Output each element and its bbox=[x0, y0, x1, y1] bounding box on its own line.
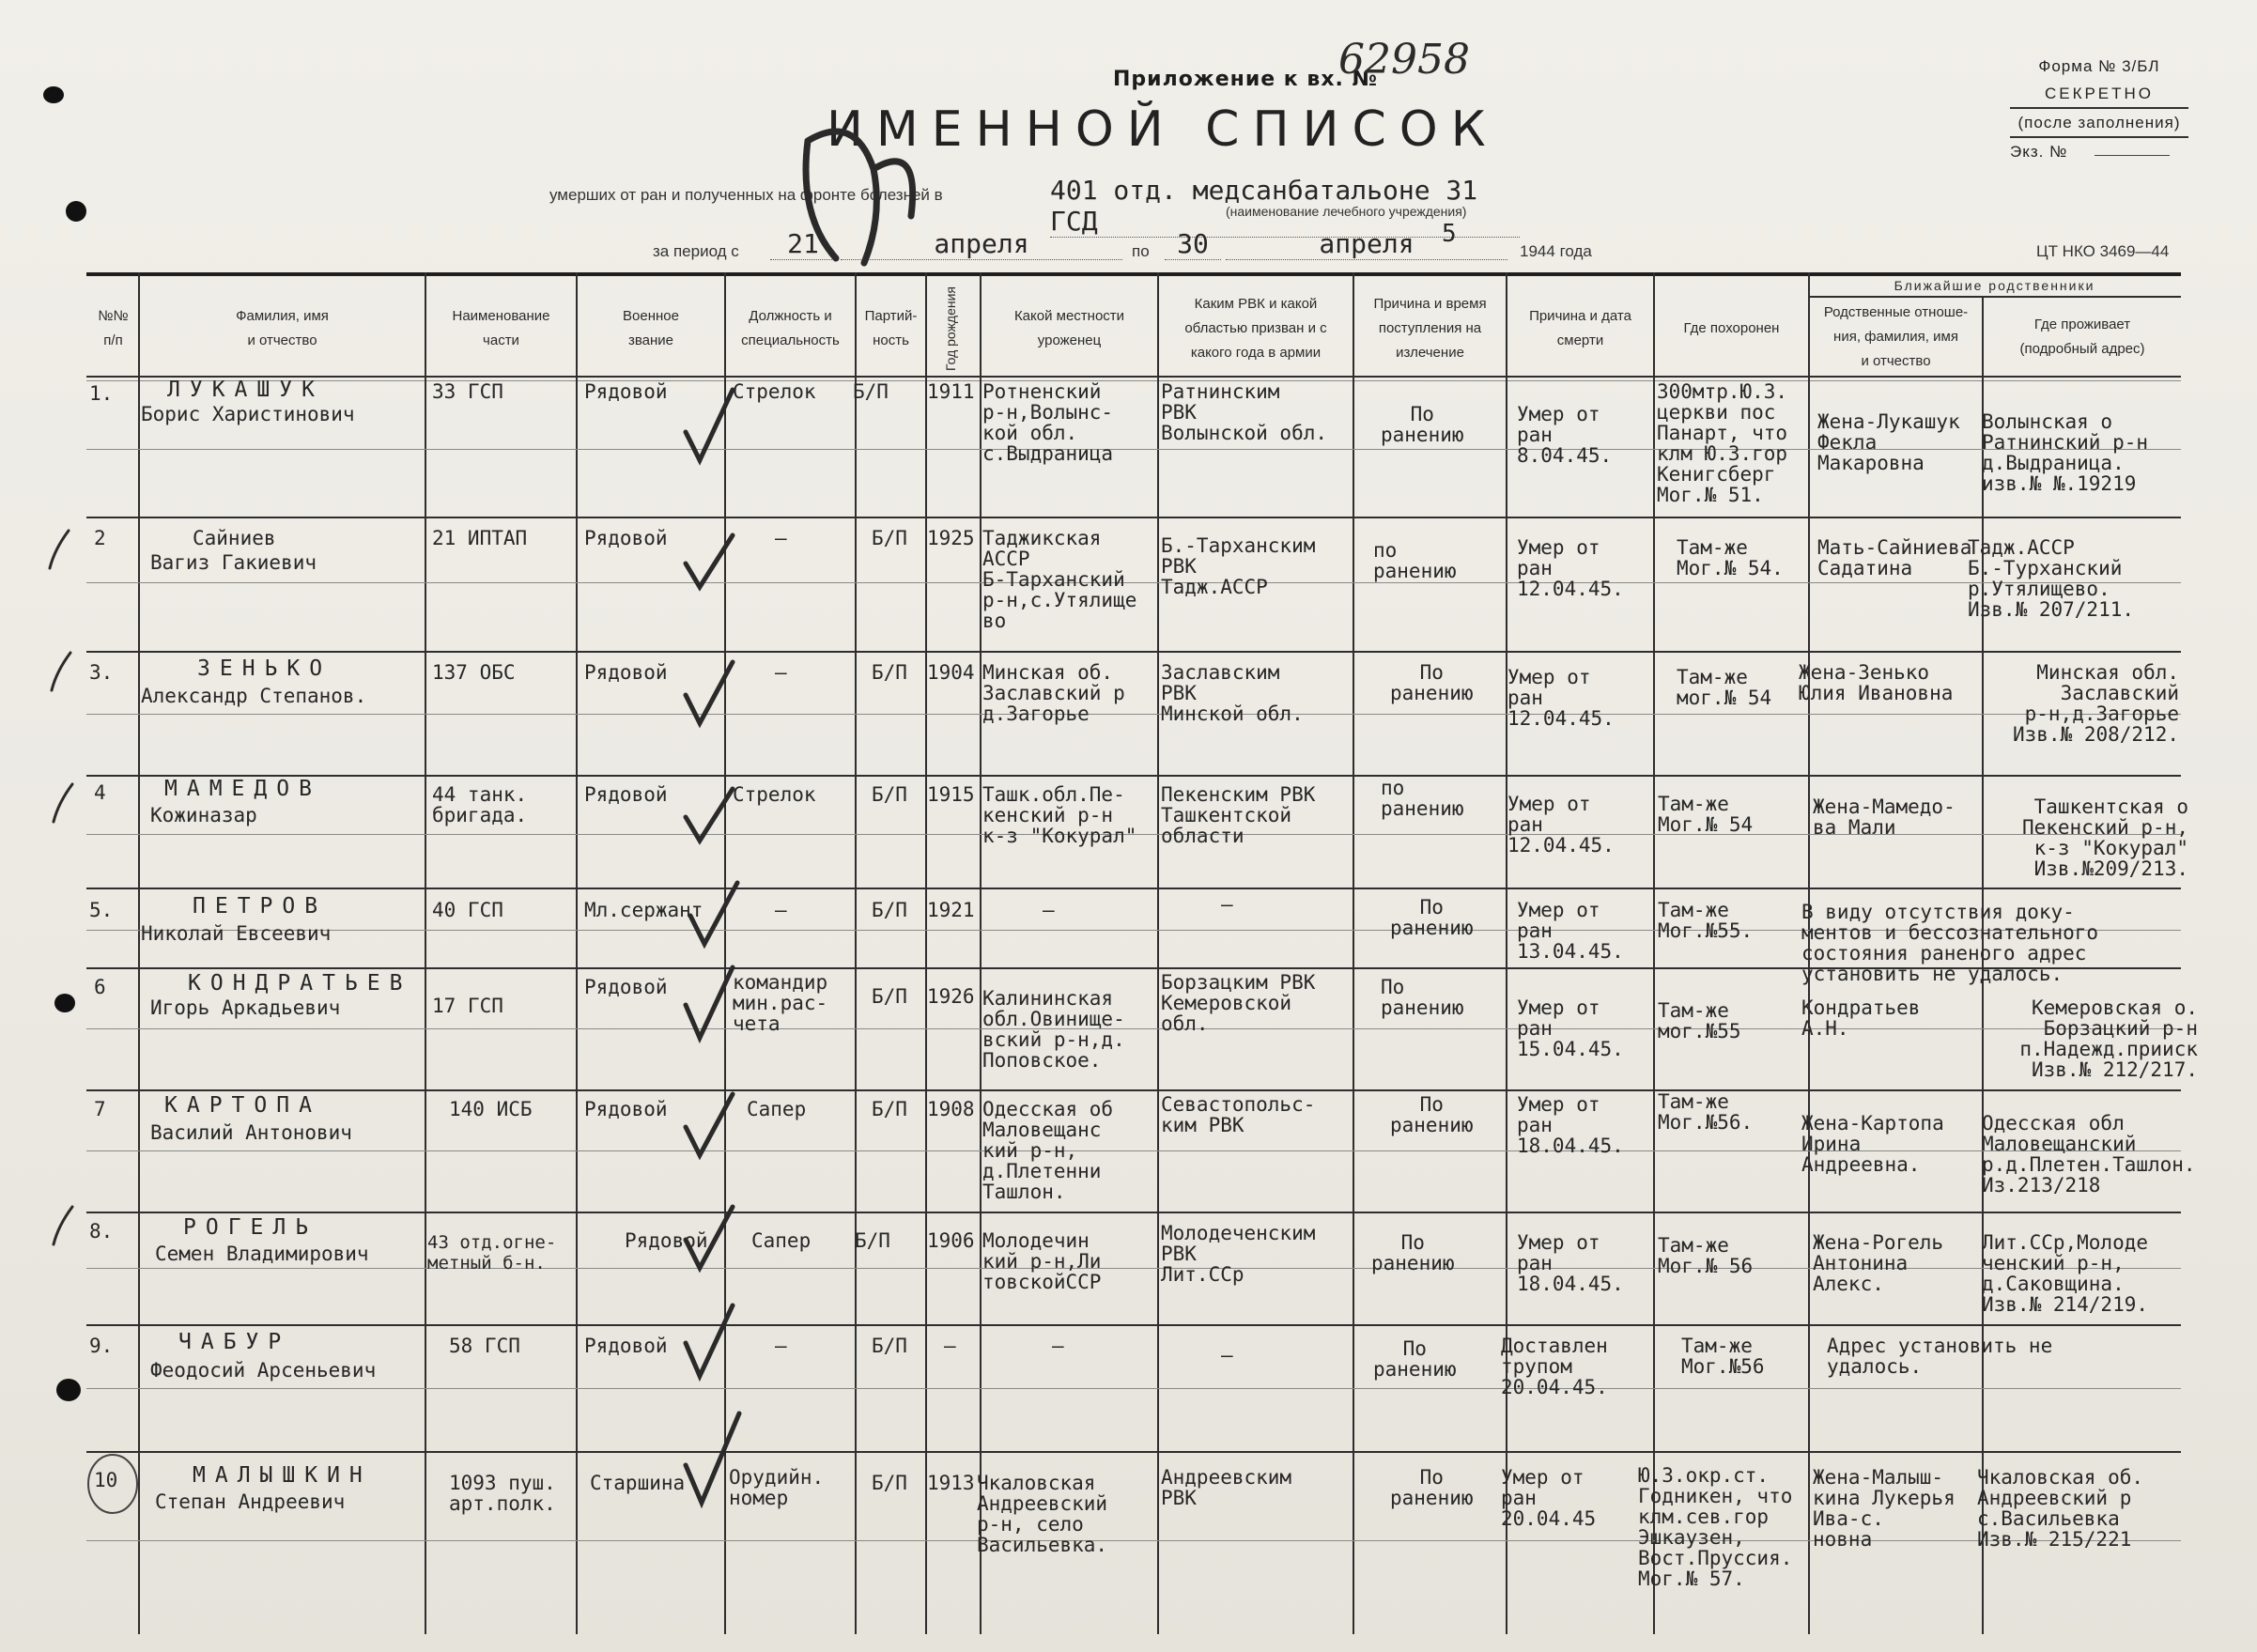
row-number: 7 bbox=[94, 1098, 106, 1120]
form-info-block bbox=[2010, 53, 2188, 165]
row-party: Б/П bbox=[872, 661, 907, 684]
margin-tick bbox=[45, 526, 73, 573]
binding-hole bbox=[66, 201, 86, 222]
row-full-name: Семен Владимирович bbox=[155, 1243, 369, 1265]
row-burial: Там-же Мог.№ 54 bbox=[1658, 793, 1754, 836]
period-year-correction: 5 bbox=[1442, 220, 1457, 248]
check-mark bbox=[681, 385, 737, 470]
row-number: 8. bbox=[89, 1220, 114, 1243]
column-header-rank: Военное звание bbox=[623, 308, 679, 348]
row-relative: Жена-Лукашук Фекла Макаровна bbox=[1817, 410, 1960, 474]
row-surname: Сайниев bbox=[193, 527, 276, 549]
secret-label: СЕКРЕТНО bbox=[2010, 80, 2188, 109]
row-relative: Жена-Зенько Юлия Ивановна bbox=[1799, 661, 1954, 704]
row-burial: 300мтр.Ю.З. церкви пос Панарт, что клм Ю.З.гор Кенигсберг Мог.№ 51. bbox=[1657, 380, 1788, 506]
row-party: Б/П bbox=[853, 380, 889, 403]
row-unit: 40 ГСП bbox=[432, 899, 503, 921]
row-rank: Рядовой bbox=[584, 661, 668, 684]
column-header-admission: Причина и время поступления на излечение bbox=[1373, 296, 1487, 361]
check-mark bbox=[681, 1089, 737, 1165]
relatives-group-header: Ближайшие родственники bbox=[1894, 277, 2095, 293]
row-address: Лит.ССр,Молоде ченский р-н, д.Саковщина. Изв.№ 214/219. bbox=[1982, 1231, 2149, 1316]
row-burial: Там-же мог.№55 bbox=[1658, 999, 1741, 1042]
row-number: 10 bbox=[94, 1469, 118, 1491]
row-rvk: Заславским РВК Минской обл. bbox=[1161, 661, 1304, 725]
column-header-address: Где проживает (подробный адрес) bbox=[2019, 317, 2145, 357]
binding-hole bbox=[56, 1379, 81, 1401]
row-full-name: Борис Харистинович bbox=[141, 403, 355, 425]
row-burial: Там-же мог.№ 54 bbox=[1677, 666, 1772, 709]
binding-hole bbox=[54, 994, 75, 1012]
row-unit: 21 ИПТАП bbox=[432, 527, 528, 549]
check-mark bbox=[686, 878, 742, 953]
row-birth-year: — bbox=[944, 1335, 956, 1357]
row-unit: 44 танк. бригада. bbox=[432, 783, 528, 826]
document-title: ИМЕННОЙ СПИСОК bbox=[827, 101, 1499, 158]
row-admission: по ранению bbox=[1373, 539, 1457, 582]
tsu-label: ЦТ НКО 3469—44 bbox=[2036, 242, 2170, 260]
row-post: Орудийн. номер bbox=[729, 1466, 825, 1509]
row-rank: Рядовой bbox=[584, 527, 668, 549]
row-rvk: Молодеченским РВК Лит.ССр bbox=[1161, 1222, 1316, 1286]
row-post: — bbox=[775, 527, 787, 549]
row-rank: Рядовой bbox=[584, 976, 668, 998]
column-header-relative: Родственные отноше- ния, фамилия, имя и отчество bbox=[1823, 304, 1969, 369]
row-address: Минская обл. Заславский р-н,д.Загорье Изв.№ 208/212. bbox=[2012, 661, 2179, 746]
row-birth-year: 1925 bbox=[927, 527, 975, 549]
copy-number bbox=[2010, 138, 2188, 165]
row-relative: В виду отсутствия доку- ментов и бессознательного состояния раненого адрес установить не удалось. bbox=[1801, 901, 2099, 985]
margin-tick bbox=[47, 648, 75, 695]
row-post: Стрелок bbox=[733, 783, 816, 806]
row-surname: ЛУКАШУК bbox=[167, 378, 324, 402]
period-to-label: по bbox=[1132, 242, 1150, 260]
row-surname: МАМЕДОВ bbox=[164, 777, 321, 801]
row-rvk: Борзацким РВК Кемеровской обл. bbox=[1161, 971, 1316, 1035]
row-party: Б/П bbox=[872, 1472, 907, 1494]
row-address: Ташкентская о Пекенский р-н, к-з "Кокурал" Изв.№209/213. bbox=[2021, 795, 2188, 880]
row-death: Умер от ран 12.04.45. bbox=[1507, 793, 1615, 857]
subtitle-prefix: умерших от ран и полученных на фронте болезней в bbox=[549, 186, 943, 204]
check-mark bbox=[681, 1409, 747, 1512]
row-burial: Там-же Мог.№ 54. bbox=[1677, 536, 1784, 579]
row-full-name: Николай Евсеевич bbox=[141, 922, 332, 945]
period-to-month: апреля bbox=[1226, 228, 1507, 260]
row-unit: 137 ОБС bbox=[432, 661, 516, 684]
handwritten-scribble bbox=[770, 103, 939, 272]
row-surname: ПЕТРОВ bbox=[193, 894, 328, 919]
row-death: Умер от ран 8.04.45. bbox=[1517, 403, 1613, 467]
handwritten-number: 62958 bbox=[1338, 36, 1470, 84]
column-header-rvk: Каким РВК и какой областью призван и с какого года в армии bbox=[1184, 296, 1327, 361]
row-rank: Рядовой bbox=[625, 1229, 708, 1252]
row-relative: Жена-Картопа Ирина Андреевна. bbox=[1801, 1112, 1944, 1176]
row-rank: Старшина bbox=[590, 1472, 686, 1494]
institution-caption: (наименование лечебного учреждения) bbox=[1226, 204, 1467, 219]
row-rvk: Андреевским РВК bbox=[1161, 1466, 1292, 1509]
row-rank: Мл.сержант bbox=[584, 899, 703, 921]
row-unit: 58 ГСП bbox=[449, 1335, 520, 1357]
row-admission: По ранению bbox=[1381, 403, 1464, 446]
row-address: Волынская о Ратнинский р-н д.Выдраница. изв.№ №.19219 bbox=[1982, 410, 2149, 495]
row-admission: По ранению bbox=[1390, 1466, 1474, 1509]
check-mark bbox=[681, 1301, 737, 1385]
row-origin: Молодечин кий р-н,Ли товскойССР bbox=[982, 1229, 1102, 1293]
margin-tick bbox=[49, 780, 77, 826]
row-rvk: Севастопольс- ким РВК bbox=[1161, 1093, 1316, 1136]
row-admission: По ранению bbox=[1381, 976, 1464, 1019]
period-to-day: 30 bbox=[1165, 228, 1221, 260]
after-filling-note: (после заполнения) bbox=[2010, 109, 2188, 138]
row-full-name: Феодосий Арсеньевич bbox=[150, 1359, 377, 1382]
row-number: 4 bbox=[94, 781, 106, 804]
period-year-suffix: года bbox=[1559, 242, 1592, 260]
row-rank: Рядовой bbox=[584, 380, 668, 403]
period-from-month: апреля bbox=[841, 228, 1122, 260]
row-party: Б/П bbox=[872, 985, 907, 1008]
copy-number-line bbox=[2095, 155, 2170, 156]
column-header-birth-year: Год рождения bbox=[943, 286, 958, 372]
row-origin: — bbox=[1043, 899, 1055, 921]
institution-name: 401 отд. медсанбатальоне 31 ГСД bbox=[1050, 175, 1520, 238]
row-death: Умер от ран 12.04.45. bbox=[1507, 666, 1615, 730]
column-header-origin: Какой местности уроженец bbox=[1013, 308, 1125, 348]
row-unit: 43 отд.огне- метный б-н. bbox=[427, 1232, 557, 1274]
row-origin: — bbox=[1052, 1335, 1064, 1357]
row-rvk: Пекенским РВК Ташкентской области bbox=[1161, 783, 1316, 847]
row-admission: По ранению bbox=[1373, 1337, 1457, 1381]
row-unit: 1093 пуш. арт.полк. bbox=[449, 1472, 556, 1515]
row-origin: Ротненский р-н,Волынс- кой обл. с.Выдраница bbox=[982, 380, 1114, 465]
column-header-death: Причина и дата смерти bbox=[1529, 308, 1631, 348]
row-birth-year: 1915 bbox=[927, 783, 975, 806]
row-admission: по ранению bbox=[1381, 777, 1464, 820]
copy-number-label: Экз. № bbox=[2010, 143, 2068, 161]
row-surname: РОГЕЛЬ bbox=[183, 1215, 318, 1240]
row-address: Чкаловская об. Андреевский р с.Васильевка Изв.№ 215/221 bbox=[1977, 1466, 2144, 1551]
period-prefix: за период с bbox=[653, 242, 739, 260]
row-post: — bbox=[775, 1335, 787, 1357]
row-full-name: Александр Степанов. bbox=[141, 685, 367, 707]
row-birth-year: 1908 bbox=[927, 1098, 975, 1120]
row-death: Умер от ран 13.04.45. bbox=[1517, 899, 1624, 963]
period-from-day: 21 bbox=[770, 228, 836, 260]
row-post: — bbox=[775, 899, 787, 921]
row-full-name: Кожиназар bbox=[150, 804, 257, 826]
row-number: 1. bbox=[89, 382, 114, 405]
row-burial: Там-же Мог.№56 bbox=[1681, 1335, 1765, 1378]
row-surname: ЧАБУР bbox=[178, 1330, 291, 1354]
row-admission: По ранению bbox=[1371, 1231, 1455, 1274]
row-burial: Там-же Мог.№55. bbox=[1658, 899, 1754, 942]
row-origin: Минская об. Заславский р д.Загорье bbox=[982, 661, 1125, 725]
row-surname: КАРТОПА bbox=[164, 1093, 321, 1118]
row-post: Стрелок bbox=[733, 380, 816, 403]
row-unit: 33 ГСП bbox=[432, 380, 503, 403]
row-rvk: — bbox=[1221, 1344, 1233, 1366]
row-birth-year: 1911 bbox=[927, 380, 975, 403]
check-mark bbox=[681, 784, 737, 850]
row-rvk: Б.-Тарханским РВК Тадж.АССР bbox=[1161, 534, 1316, 598]
check-mark bbox=[681, 531, 737, 596]
row-death: Умер от ран 18.04.45. bbox=[1517, 1231, 1624, 1295]
row-birth-year: 1921 bbox=[927, 899, 975, 921]
row-address: Тадж.АССР Б.-Турханский р.Утялищево. Изв.№ 207/211. bbox=[1968, 536, 2135, 621]
row-relative: Кондратьев А.Н. bbox=[1801, 996, 1921, 1040]
row-rvk: Ратнинским РВК Волынской обл. bbox=[1161, 380, 1328, 444]
row-full-name: Вагиз Гакиевич bbox=[150, 551, 317, 574]
row-origin: Ташк.обл.Пе- кенский р-н к-з "Кокурал" bbox=[982, 783, 1137, 847]
row-rank: Рядовой bbox=[584, 1335, 668, 1357]
row-number: 6 bbox=[94, 976, 106, 998]
row-relative: Жена-Малыш- кина Лукерья Ива-с. новна bbox=[1813, 1466, 1956, 1551]
column-header-unit: Наименование части bbox=[452, 308, 550, 348]
row-origin: Калининская обл.Овинище- вский р-н,д. Поповское. bbox=[982, 987, 1125, 1072]
row-death: Умер от ран 15.04.45. bbox=[1517, 996, 1624, 1060]
row-party: Б/П bbox=[872, 899, 907, 921]
row-address: Кемеровская о. Борзацкий р-н п.Надежд.прииск Изв.№ 212/217. bbox=[2019, 996, 2198, 1081]
row-death: Умер от ран 20.04.45 bbox=[1501, 1466, 1597, 1530]
period-year bbox=[1520, 242, 1592, 261]
row-number: 3. bbox=[89, 661, 114, 684]
binding-hole bbox=[43, 86, 64, 103]
column-header-party: Партий- ность bbox=[864, 308, 918, 348]
row-burial: Там-же Мог.№56. bbox=[1658, 1090, 1754, 1134]
row-number: 9. bbox=[89, 1335, 114, 1357]
row-origin: Таджикская АССР Б-Тарханский р-н,с.Утялище во bbox=[982, 527, 1137, 632]
row-party: Б/П bbox=[872, 527, 907, 549]
row-surname: МАЛЫШКИН bbox=[193, 1463, 372, 1488]
row-full-name: Василий Антонович bbox=[150, 1121, 352, 1144]
row-number: 5. bbox=[89, 899, 114, 921]
row-admission: По ранению bbox=[1390, 1093, 1474, 1136]
check-mark bbox=[681, 1202, 737, 1277]
row-relative: Мать-Сайниева Садатина bbox=[1817, 536, 1972, 579]
row-admission: По ранению bbox=[1390, 896, 1474, 939]
column-header-name: Фамилия, имя и отчество bbox=[236, 308, 329, 348]
row-birth-year: 1913 bbox=[927, 1472, 975, 1494]
check-mark bbox=[681, 657, 737, 733]
row-post: командир мин.рас- чета bbox=[733, 971, 828, 1035]
row-party: Б/П bbox=[872, 1335, 907, 1357]
row-party: Б/П bbox=[872, 783, 907, 806]
stamp-text: Приложение к вх. № bbox=[1113, 68, 1378, 91]
row-relative: Жена-Мамедо- ва Мали bbox=[1813, 795, 1956, 839]
row-surname: ЗЕНЬКО bbox=[197, 656, 332, 681]
row-party: Б/П bbox=[872, 1098, 907, 1120]
column-header-burial: Где похоронен bbox=[1683, 320, 1780, 336]
row-post: Сапер bbox=[747, 1098, 807, 1120]
row-origin: Чкаловская Андреевский р-н, село Васильевка. bbox=[977, 1472, 1108, 1556]
row-surname: КОНДРАТЬЕВ bbox=[188, 971, 412, 996]
check-mark bbox=[681, 963, 737, 1047]
column-header-number: №№ п/п bbox=[98, 308, 129, 348]
row-birth-year: 1926 bbox=[927, 985, 975, 1008]
row-unit: 140 ИСБ bbox=[449, 1098, 533, 1120]
row-post: — bbox=[775, 661, 787, 684]
row-burial: Ю.З.окр.ст. Годникен, что клм.сев.гор Эшкаузен, Вост.Пруссия. Мог.№ 57. bbox=[1638, 1464, 1793, 1590]
row-death: Умер от ран 12.04.45. bbox=[1517, 536, 1624, 600]
row-admission: По ранению bbox=[1390, 661, 1474, 704]
period-year-value: 1944 bbox=[1520, 242, 1555, 260]
row-full-name: Степан Андреевич bbox=[155, 1490, 346, 1513]
row-death: Доставлен трупом 20.04.45. bbox=[1501, 1335, 1608, 1398]
row-party: Б/П bbox=[855, 1229, 890, 1252]
form-number: Форма № 3/БЛ bbox=[2038, 57, 2160, 75]
margin-tick bbox=[49, 1202, 77, 1249]
row-rank: Рядовой bbox=[584, 1098, 668, 1120]
row-birth-year: 1904 bbox=[927, 661, 975, 684]
row-rvk: — bbox=[1221, 893, 1233, 916]
row-unit: 17 ГСП bbox=[432, 995, 503, 1017]
column-header-post: Должность и специальность bbox=[741, 308, 840, 348]
row-post: Сапер bbox=[751, 1229, 812, 1252]
row-rank: Рядовой bbox=[584, 783, 668, 806]
row-burial: Там-же Мог.№ 56 bbox=[1658, 1234, 1754, 1277]
row-full-name: Игорь Аркадьевич bbox=[150, 996, 341, 1019]
row-relative: Адрес установить не удалось. bbox=[1827, 1335, 2053, 1378]
row-death: Умер от ран 18.04.45. bbox=[1517, 1093, 1624, 1157]
row-relative: Жена-Рогель Антонина Алекс. bbox=[1813, 1231, 1944, 1295]
row-birth-year: 1906 bbox=[927, 1229, 975, 1252]
row-number: 2 bbox=[94, 527, 106, 549]
row-origin: Одесская об Маловещанс кий р-н, д.Плетенни Ташлон. bbox=[982, 1098, 1114, 1203]
row-address: Одесская обл Маловещанский р.д.Плетен.Ташлон.Из.213/218 bbox=[1982, 1112, 2196, 1197]
